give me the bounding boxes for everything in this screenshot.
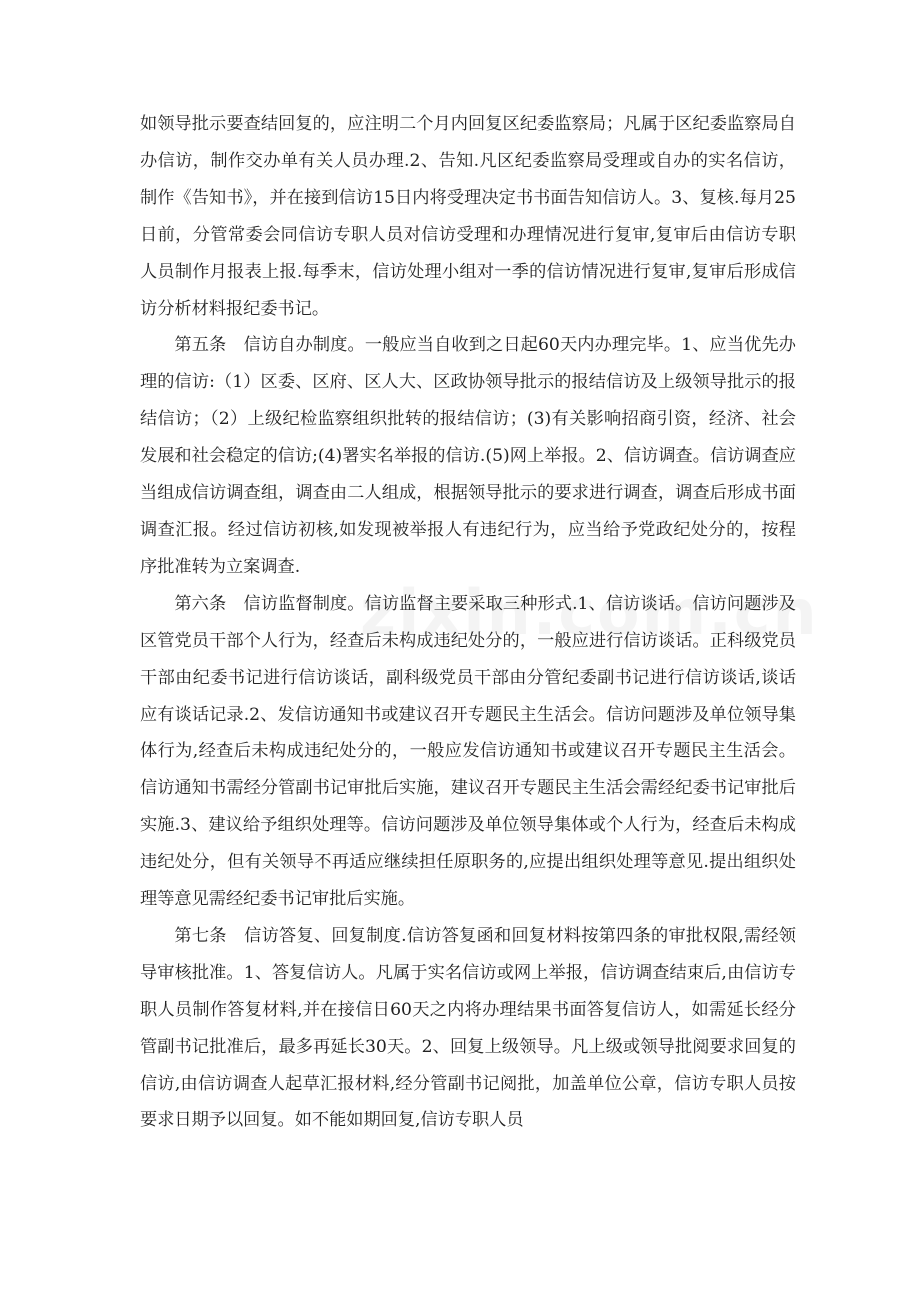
paragraph-article-7: 第七条 信访答复、回复制度.信访答复函和回复材料按第四条的审批权限,需经领导审核批准。1、答复信访人。凡属于实名信访或网上举报，信访调查结束后,由信访专职人员制作答复材料,并在接信日60天之内将办理结果书面答复信访人，如需延长经分管副书记批准后，最多再延长30天。2、回复上级领导。凡上级或领导批阅要求回复的信访,由信访调查人起草汇报材料,经分管副书记阅批，加盖单位公章，信访专职人员按要求日期予以回复。如不能如期回复,信访专职人员 xyxy=(140,925,796,1131)
document-body xyxy=(140,106,796,1139)
paragraph-article-5: 第五条 信访自办制度。一般应当自收到之日起60天内办理完毕。1、应当优先办理的信访:（1）区委、区府、区人大、区政协领导批示的报结信访及上级领导批示的报结信访；（2）上级纪检监察组织批转的报结信访；(3)有关影响招商引资，经济、社会发展和社会稳定的信访;(4)署实名举报的信访.(5)网上举报。2、信访调查。信访调查应当组成信访调查组，调查由二人组成，根据领导批示的要求进行调查，调查后形成书面调查汇报。经过信访初核,如发现被举报人有违纪行为，应当给予党政纪处分的，按程序批准转为立案调查. xyxy=(140,335,796,577)
paragraph-article-6: 第六条 信访监督制度。信访监督主要采取三种形式.1、信访谈话。信访问题涉及区管党员干部个人行为，经查后未构成违纪处分的，一般应进行信访谈话。正科级党员干部由纪委书记进行信访谈话，副科级党员干部由分管纪委副书记进行信访谈话,谈话应有谈话记录.2、发信访通知书或建议召开专题民主生活会。信访问题涉及单位领导集体行为,经查后未构成违纪处分的，一般应发信访通知书或建议召开专题民主生活会。信访通知书需经分管副书记审批后实施，建议召开专题民主生活会需经纪委书记审批后实施.3、建议给予组织处理等。信访问题涉及单位领导集体或个人行为，经查后未构成违纪处分，但有关领导不再适应继续担任原职务的,应提出组织处理等意见.提出组织处理等意见需经纪委书记审批后实施。 xyxy=(140,593,796,910)
paragraph-continuation: 如领导批示要查结回复的，应注明二个月内回复区纪委监察局；凡属于区纪委监察局自办信访，制作交办单有关人员办理.2、告知.凡区纪委监察局受理或自办的实名信访，制作《告知书》，并在接到信访15日内将受理决定书书面告知信访人。3、复核.每月25日前，分管常委会同信访专职人员对信访受理和办理情况进行复审,复审后由信访专职人员制作月报表上报.每季末，信访处理小组对一季的信访情况进行复审,复审后形成信访分析材料报纪委书记。 xyxy=(140,114,796,319)
